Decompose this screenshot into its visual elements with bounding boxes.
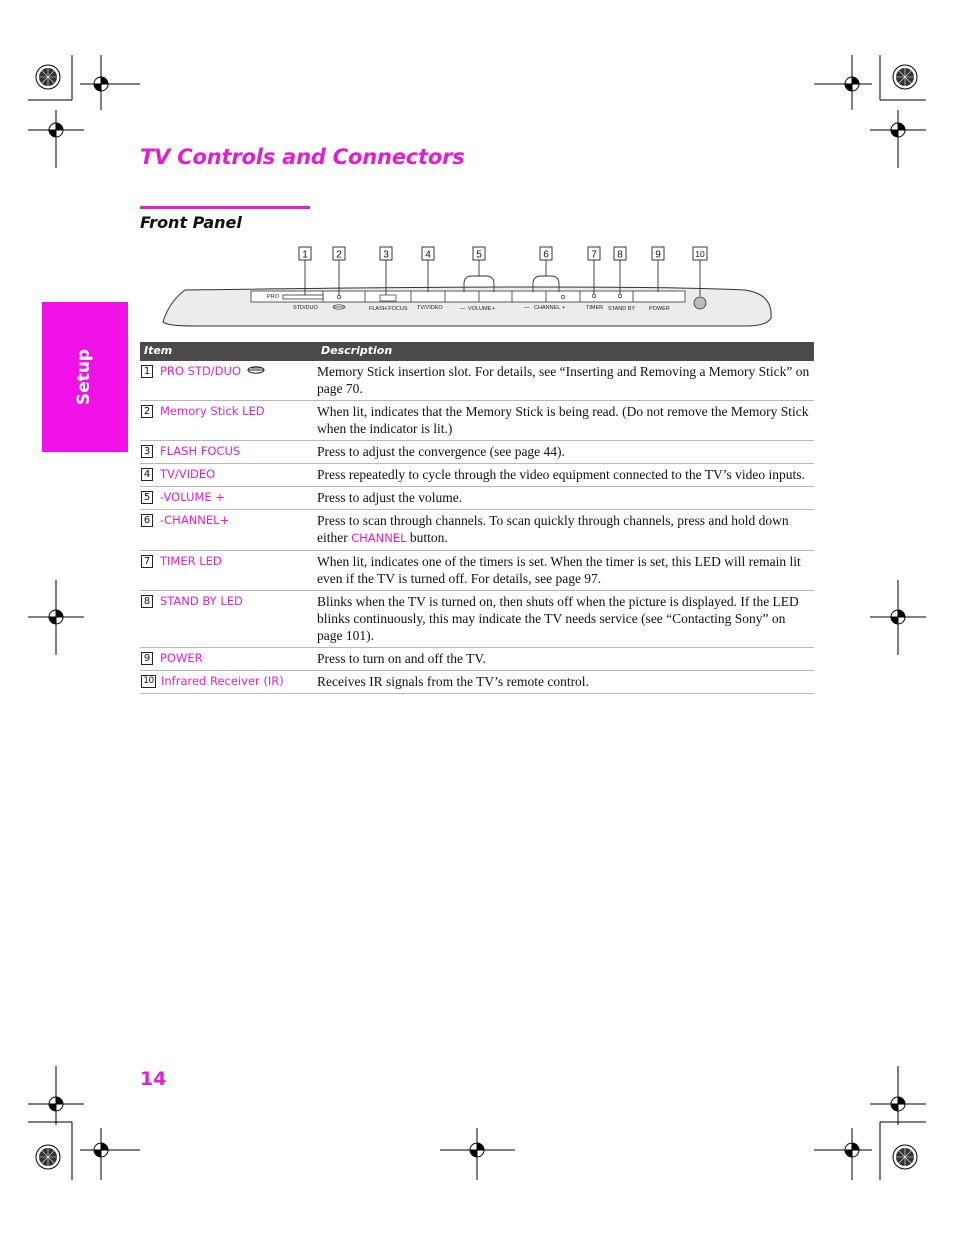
- label-std-duo: STD/DUO: [293, 305, 318, 311]
- item-number: 9: [141, 652, 153, 665]
- label-pro: PRO: [267, 294, 279, 300]
- table-row: [140, 671, 814, 694]
- item-number: 7: [141, 555, 153, 568]
- label-stand-by: STAND BY: [608, 306, 636, 312]
- callout-10: 10: [695, 249, 705, 259]
- callout-7: 7: [591, 249, 597, 261]
- item-name: Infrared Receiver (IR): [161, 674, 284, 688]
- item-name: TIMER LED: [160, 554, 222, 568]
- item-description: Press to adjust the volume.: [317, 490, 463, 505]
- table-row: [140, 510, 814, 551]
- item-description: Memory Stick insertion slot. For details, see “Inserting and Removing a Memory Stick” on page 70.: [317, 364, 810, 396]
- item-number: 4: [141, 468, 153, 481]
- label-plus-2: +: [562, 305, 566, 311]
- table-row: [140, 441, 814, 464]
- item-name: STAND BY LED: [160, 594, 243, 608]
- item-name: FLASH FOCUS: [160, 444, 241, 458]
- callout-5: 5: [476, 249, 482, 261]
- item-number: 6: [141, 514, 153, 527]
- label-plus-1: +: [492, 306, 496, 312]
- item-name: Memory Stick LED: [160, 404, 265, 418]
- callout-2: 2: [336, 249, 342, 261]
- item-number: 3: [141, 445, 153, 458]
- page-title: TV Controls and Connectors: [140, 145, 465, 169]
- item-description: Blinks when the TV is turned on, then shuts off when the picture is displayed. If the LED blinks continuously, this may indicate the TV needs service (see “Contacting Sony” on page 101).: [317, 594, 799, 643]
- item-description: When lit, indicates that the Memory Stick is being read. (Do not remove the Memory Stick when the indicator is lit.): [317, 404, 809, 436]
- item-description: Press repeatedly to cycle through the video equipment connected to the TV’s video inputs.: [317, 467, 805, 482]
- channel-reference: CHANNEL: [351, 531, 407, 545]
- memory-stick-slot: [283, 295, 323, 299]
- item-description: [317, 510, 814, 550]
- callout-4: 4: [425, 249, 431, 261]
- table-row: [140, 591, 814, 648]
- memory-stick-icon: [247, 365, 265, 375]
- item-number: 8: [141, 595, 153, 608]
- table-row: [140, 551, 814, 591]
- subtitle-rule: [140, 206, 310, 209]
- table-row: [140, 464, 814, 487]
- callout-8: 8: [617, 249, 623, 261]
- table-row: [140, 401, 814, 441]
- label-minus-2: —: [524, 305, 530, 311]
- label-power: POWER: [649, 306, 670, 312]
- description-text: button.: [406, 530, 448, 545]
- label-timer: TIMER: [586, 305, 604, 311]
- table-header: [140, 342, 814, 361]
- item-name: POWER: [160, 651, 203, 665]
- label-minus-1: —: [460, 306, 466, 312]
- callout-numbers: [299, 247, 707, 261]
- ir-receiver: [694, 297, 706, 309]
- item-name: -VOLUME +: [160, 490, 225, 504]
- item-number: 2: [141, 405, 153, 418]
- controls-table: [140, 342, 814, 694]
- table-row: [140, 648, 814, 671]
- callout-1: 1: [302, 249, 308, 261]
- section-tab: [42, 302, 128, 452]
- table-row: [140, 487, 814, 510]
- front-panel-diagram: [155, 240, 780, 335]
- description-text: Press to scan through channels. To scan quickly through channels, press and hold down either: [317, 513, 789, 545]
- section-subtitle: Front Panel: [140, 213, 242, 232]
- label-channel: CHANNEL: [534, 305, 561, 311]
- item-number: 10: [141, 675, 156, 688]
- callout-3: 3: [383, 249, 389, 261]
- item-name: -CHANNEL+: [160, 513, 230, 527]
- item-description: Receives IR signals from the TV’s remote control.: [317, 674, 589, 689]
- header-item: Item: [144, 344, 173, 357]
- table-row: [140, 361, 814, 401]
- callout-9: 9: [655, 249, 661, 261]
- item-name: TV/VIDEO: [160, 467, 216, 481]
- item-description: Press to turn on and off the TV.: [317, 651, 486, 666]
- item-number: 5: [141, 491, 153, 504]
- section-tab-label: Setup: [74, 348, 94, 406]
- item-description: Press to adjust the convergence (see page 44).: [317, 444, 565, 459]
- item-number: 1: [141, 365, 153, 378]
- label-volume: VOLUME: [468, 306, 492, 312]
- item-name: PRO STD/DUO: [160, 364, 242, 378]
- page-number: 14: [140, 1068, 167, 1090]
- flash-focus-button: [380, 295, 396, 301]
- callout-6: 6: [543, 249, 549, 261]
- header-description: Description: [321, 344, 393, 357]
- label-flash-focus: FLASH FOCUS: [369, 306, 408, 312]
- item-description: When lit, indicates one of the timers is set. When the timer is set, this LED will remain lit even if the TV is turned off. For details, see page 97.: [317, 554, 801, 586]
- label-tv-video: TV/VIDEO: [417, 305, 443, 311]
